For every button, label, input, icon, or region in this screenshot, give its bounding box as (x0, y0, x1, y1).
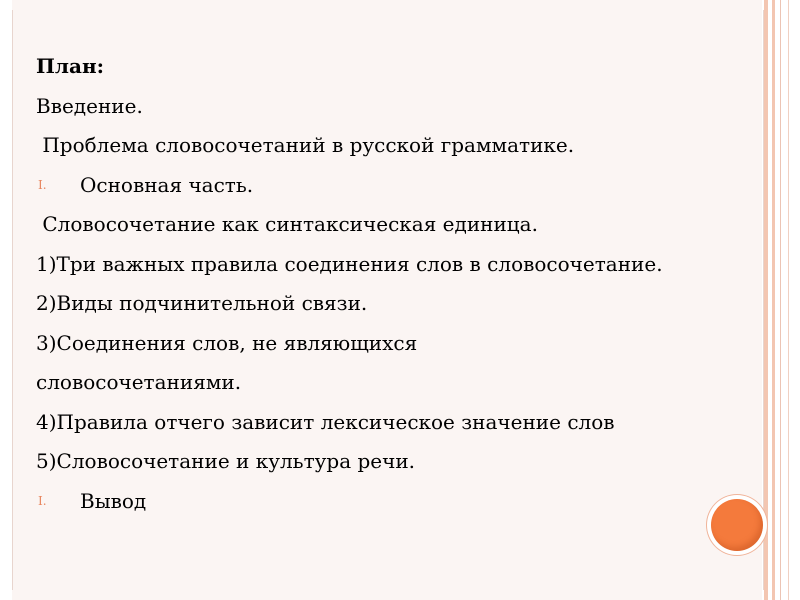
plan-item (36, 166, 736, 206)
plan-item-text: 1)Три важных правила соединения слов в словосочетание. (36, 251, 663, 276)
plan-item-text: Словосочетание как синтаксическая единица. (36, 212, 538, 236)
plan-item (36, 403, 736, 443)
slide-title: План: (36, 54, 104, 78)
plan-item (36, 363, 736, 403)
plan-item (36, 245, 736, 285)
plan-item (36, 87, 736, 127)
plan-item-text: Введение. (36, 93, 143, 118)
plan-item-text: 4)Правила отчего зависит лексическое значение слов (36, 409, 615, 434)
roman-numeral-bullet: I. (38, 177, 47, 192)
plan-item (36, 205, 736, 245)
plan-item-text: словосочетаниями. (36, 370, 242, 394)
decorative-stripe (780, 0, 781, 600)
plan-item (36, 482, 736, 522)
plan-item-text: Основная часть. (80, 172, 254, 197)
plan-item-text: 2)Виды подчинительной связи. (36, 291, 368, 315)
roman-numeral-bullet: I. (38, 493, 47, 508)
plan-item-text: 3)Соединения слов, не являющихся (36, 330, 418, 355)
plan-item (36, 442, 736, 482)
plan-item-text: 5)Словосочетание и культура речи. (36, 449, 416, 473)
plan-item (36, 126, 736, 166)
plan-item (36, 324, 736, 364)
plan-item-text: Проблема словосочетаний в русской грамматике. (36, 133, 575, 157)
decorative-stripe (764, 0, 768, 600)
slide-content (36, 47, 736, 521)
decorative-stripe (772, 0, 775, 600)
plan-item (36, 284, 736, 324)
decorative-stripe (788, 0, 789, 600)
plan-item-text: Вывод (80, 488, 147, 513)
